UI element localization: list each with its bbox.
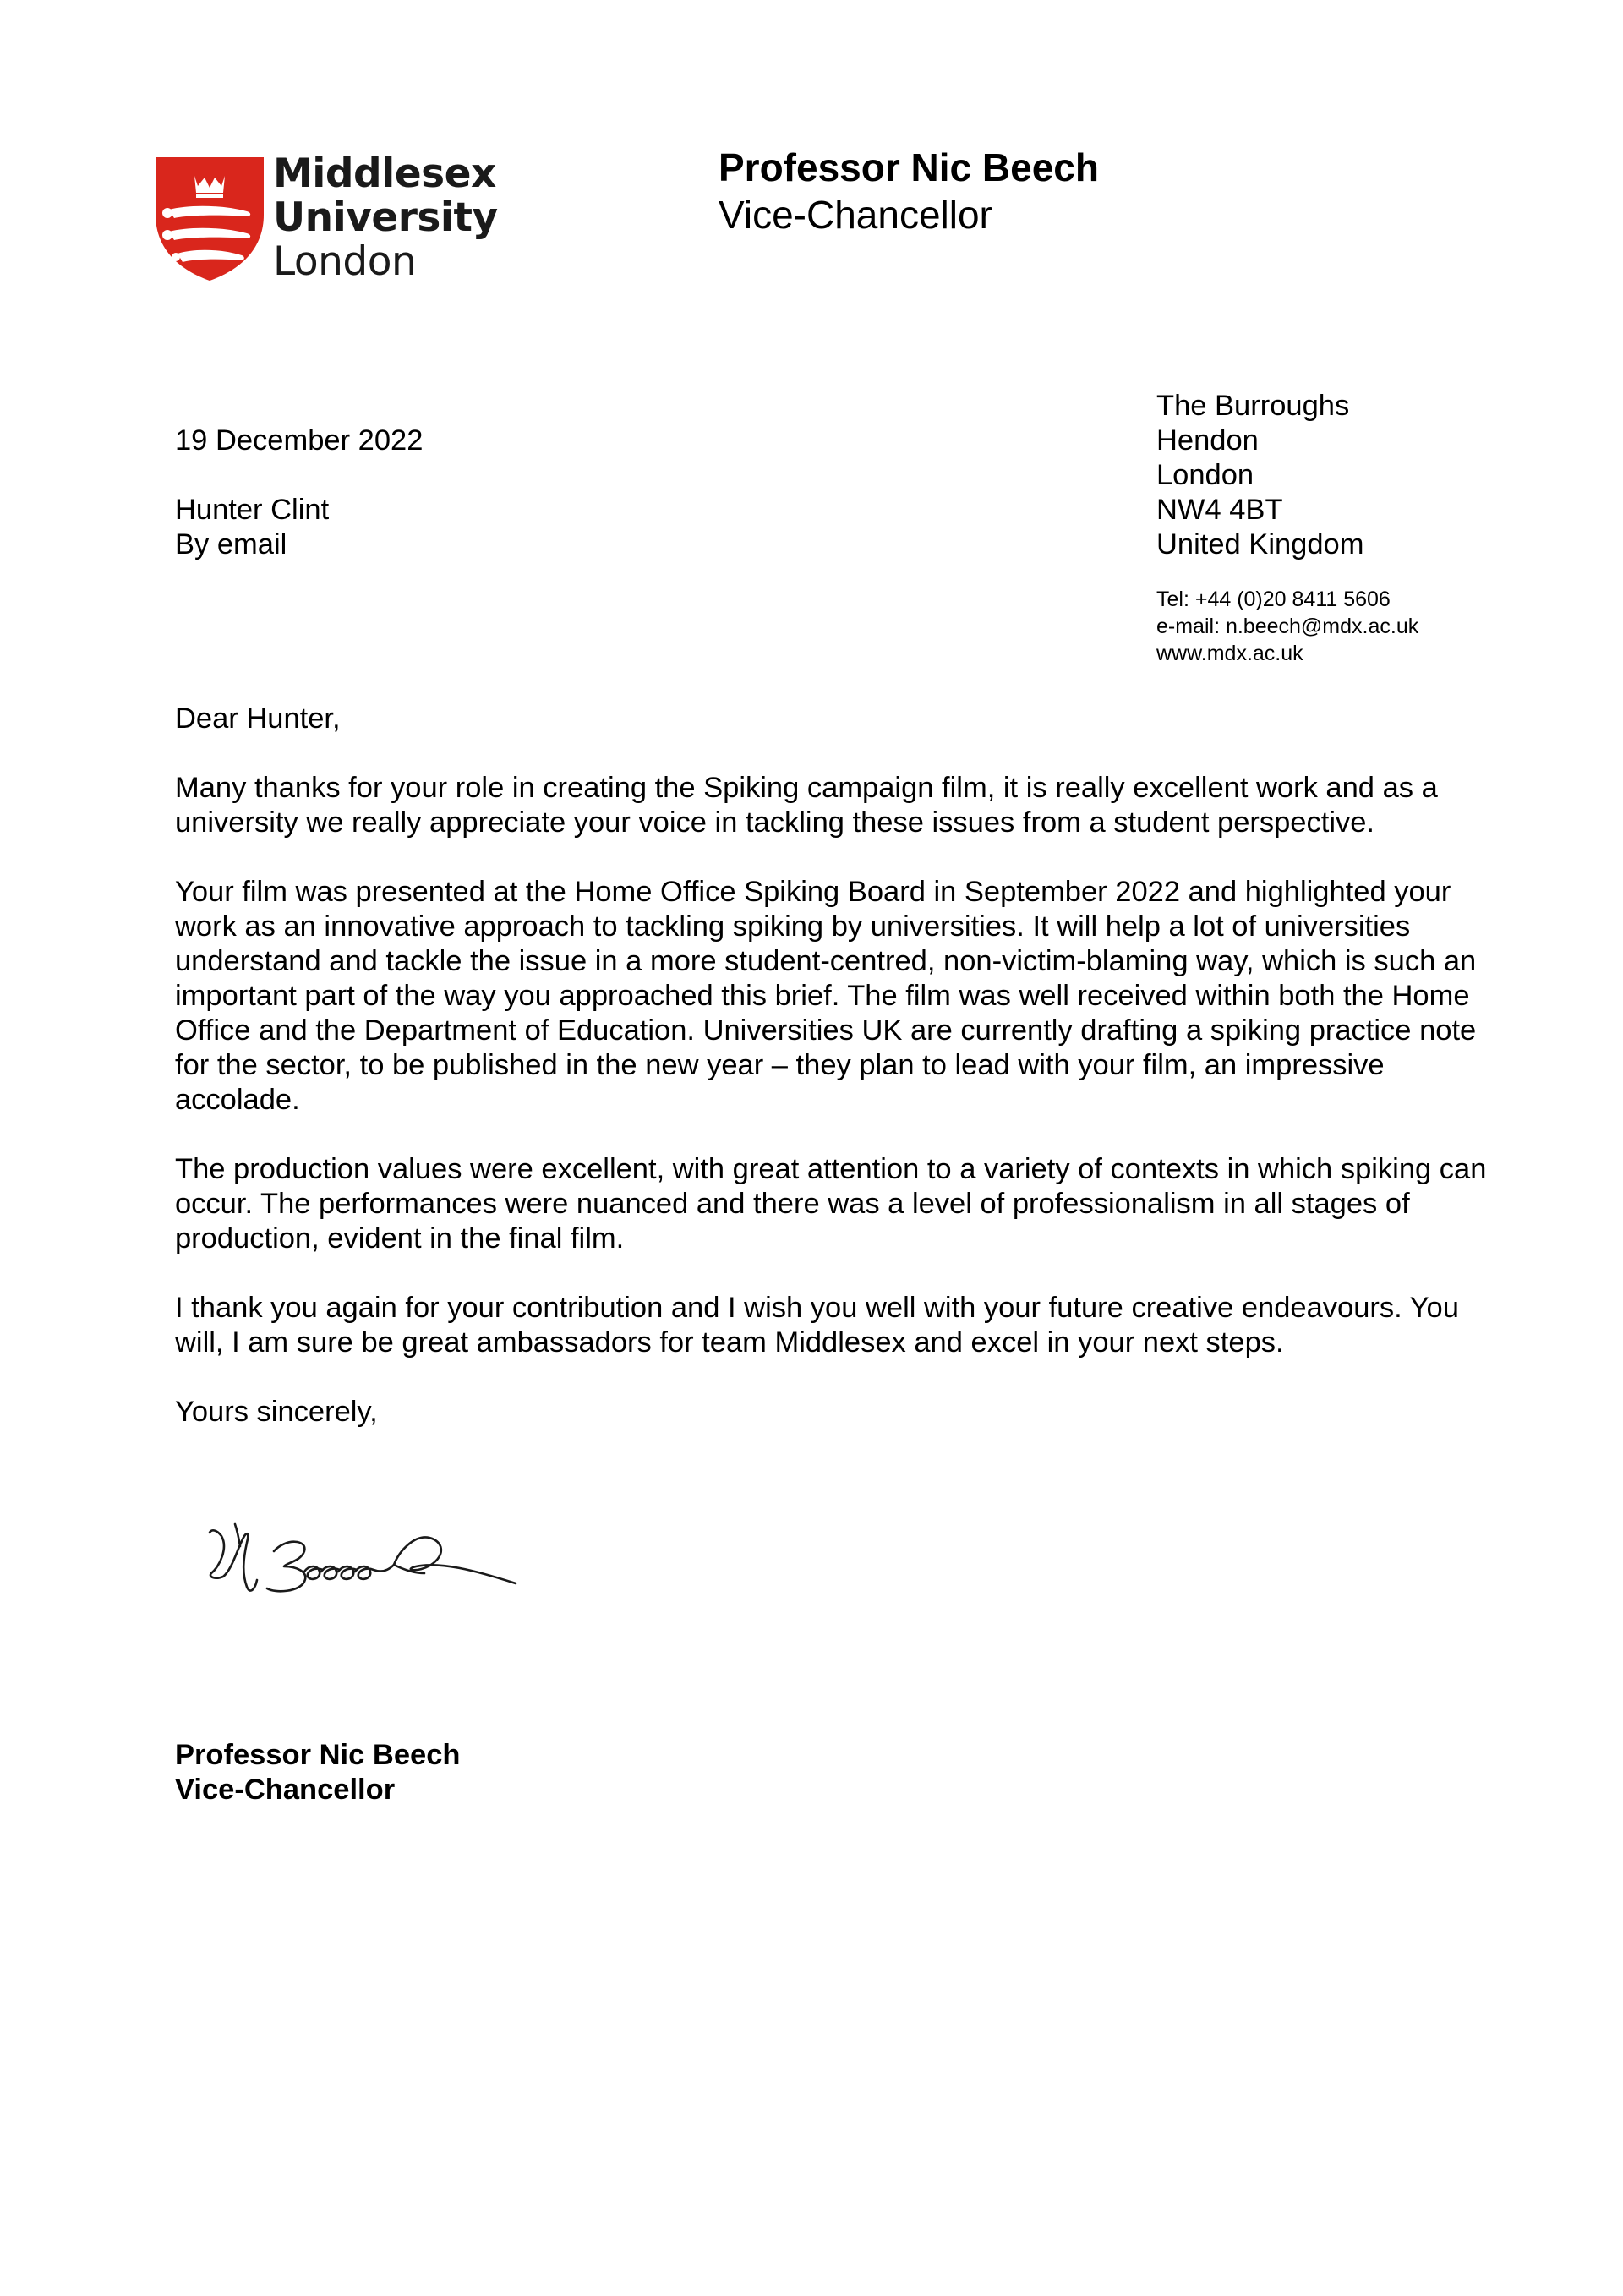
letter-date: 19 December 2022 xyxy=(175,424,424,456)
contact-email: e-mail: n.beech@mdx.ac.uk xyxy=(1156,615,1419,638)
body-paragraph: The production values were excellent, with great attention to a variety of contexts in which spiking can occur. The performances were nuanced and there was a level of professionalism in all stages of production, evident in the final film. xyxy=(175,1153,1487,1255)
logo-text-line2: University xyxy=(273,194,498,241)
header-name: Professor Nic Beech xyxy=(719,145,1099,189)
body-paragraph: I thank you again for your contribution and I wish you well with your future creative endeavours. You will, I am sure be great ambassadors for team Middlesex and excel in your next steps. xyxy=(175,1292,1459,1358)
logo-text-line3: London xyxy=(273,238,417,285)
closing: Yours sincerely, xyxy=(175,1396,378,1428)
salutation: Dear Hunter, xyxy=(175,702,341,735)
address-line: Hendon xyxy=(1156,424,1259,456)
signatory-name: Professor Nic Beech xyxy=(175,1739,461,1771)
body-paragraph: Many thanks for your role in creating the Spiking campaign film, it is really excellent work and as a university we really appreciate your voice in tackling these issues from a student perspective. xyxy=(175,772,1438,839)
shield-crest-icon xyxy=(154,156,265,282)
recipient-delivery: By email xyxy=(175,528,287,560)
header-role: Vice-Chancellor xyxy=(719,193,992,237)
recipient-name: Hunter Clint xyxy=(175,494,330,526)
contact-block xyxy=(1156,586,1418,667)
recipient-block xyxy=(175,493,329,562)
letter-body xyxy=(175,771,1494,1360)
address-block xyxy=(1156,389,1363,562)
contact-web: www.mdx.ac.uk xyxy=(1156,642,1303,665)
logo-text-line1: Middlesex xyxy=(273,150,496,197)
address-line: NW4 4BT xyxy=(1156,494,1283,526)
body-paragraph: Your film was presented at the Home Office Spiking Board in September 2022 and highlighted your work as an innovative approach to tackling spiking by universities. It will help a lot of universities understand and tackle the issue in a more student-centred, non-victim-blaming way, which is such an important part of the way you approached this brief. The film was well received within both the Home Office and the Department of Education. Universities UK are currently drafting a spiking practice note for the sector, to be published in the new year – they plan to lead with your film, an impressive accolade. xyxy=(175,876,1477,1116)
address-line: United Kingdom xyxy=(1156,528,1364,560)
university-logo xyxy=(154,150,498,287)
signatory-role: Vice-Chancellor xyxy=(175,1774,396,1806)
handwritten-signature xyxy=(203,1517,524,1610)
address-line: London xyxy=(1156,459,1254,491)
contact-tel: Tel: +44 (0)20 8411 5606 xyxy=(1156,588,1391,611)
address-line: The Burroughs xyxy=(1156,390,1350,422)
